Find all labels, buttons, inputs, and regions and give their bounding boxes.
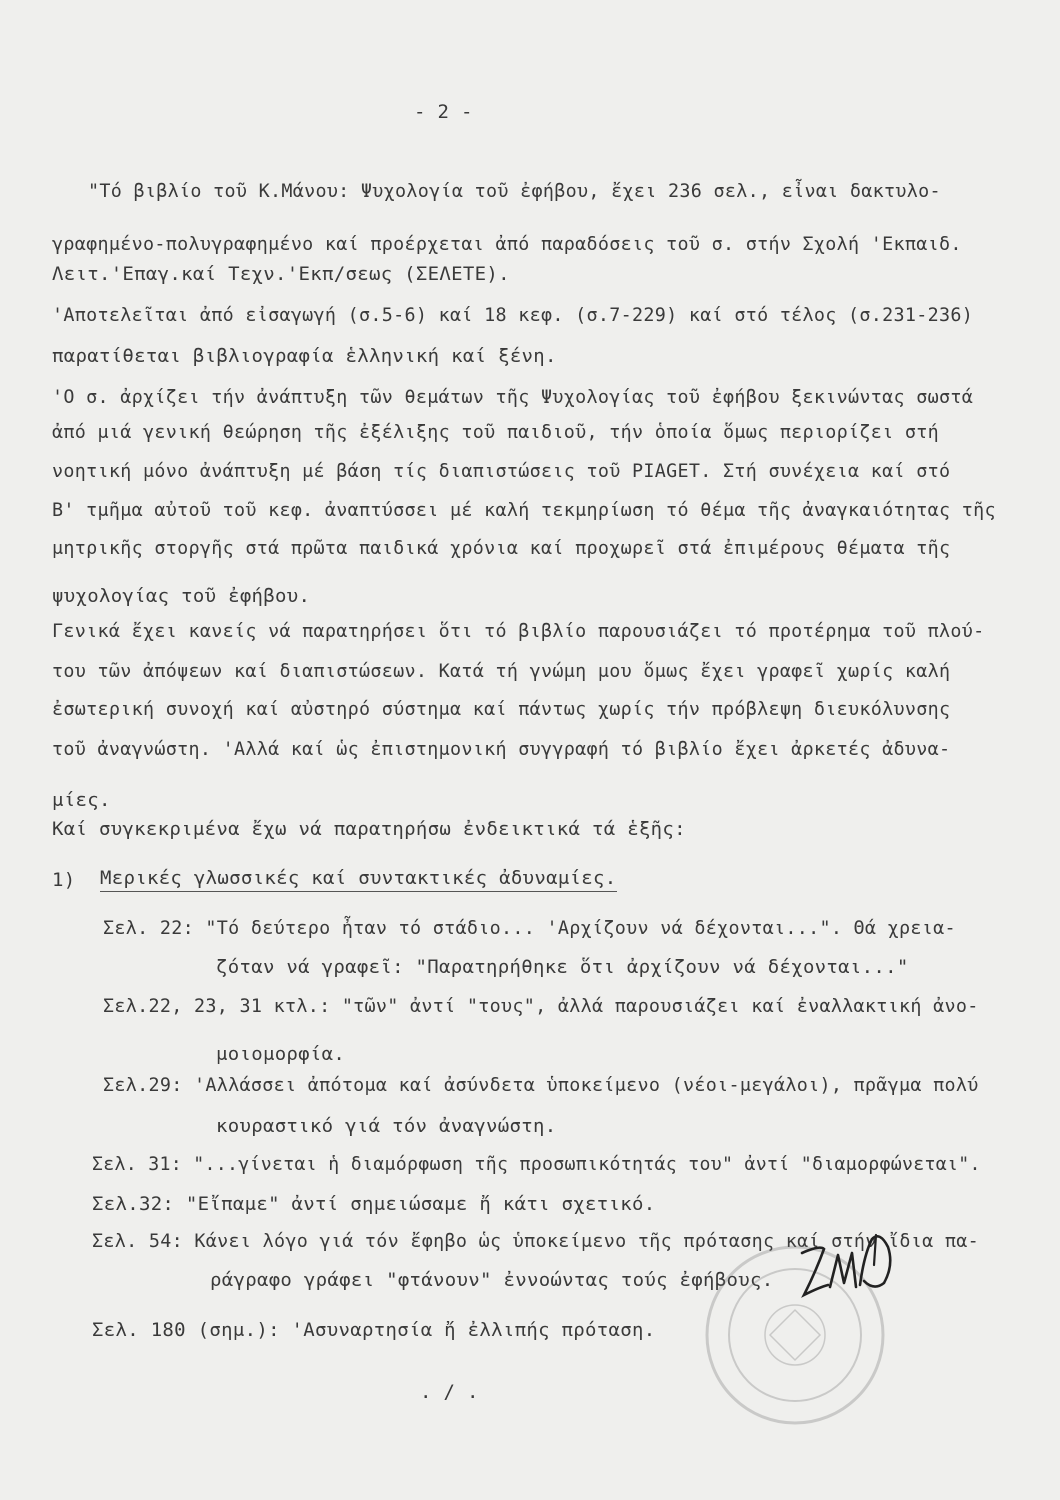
entry-line: μοιομορφία. — [216, 1043, 346, 1065]
body-line: μίες. — [52, 789, 111, 811]
body-line: ἐσωτερική συνοχή καί αὐστηρό σύστημα καί πάντως χωρίς τήν πρόβλεψη διευκόλυνσης — [52, 699, 951, 720]
entry-line: Σελ. 31: "...γίνεται ἡ διαμόρφωση τῆς προσωπικότητάς του" ἀντί "διαμορφώνεται". — [92, 1154, 981, 1175]
body-line: ἀπό μιά γενική θεώρηση τῆς ἐξέλιξης τοῦ παιδιοῦ, τήν ὁποία ὅμως περιορίζει στή — [52, 422, 940, 443]
entry-line: Σελ.32: "Εἴπαμε" ἀντί σημειώσαμε ἤ κάτι σχετικό. — [92, 1193, 656, 1215]
body-line: 'Ο σ. ἀρχίζει τήν ἀνάπτυξη τῶν θεμάτων τῆς Ψυχολογίας τοῦ ἐφήβου ξεκινώντας σωστά — [52, 387, 974, 408]
entry-line: Σελ.29: 'Αλλάσσει ἀπότομα καί ἀσύνδετα ὑποκείμενο (νέοι-μεγάλοι), πρᾶγμα πολύ — [103, 1075, 979, 1096]
handwritten-signature — [790, 1225, 910, 1320]
body-line: ψυχολογίας τοῦ ἐφήβου. — [52, 585, 311, 607]
section-title: Μερικές γλωσσικές καί συντακτικές ἀδυναμίες. — [100, 866, 617, 892]
body-line: 'Αποτελεῖται ἀπό εἰσαγωγή (σ.5-6) καί 18 κεφ. (σ.7-229) καί στό τέλος (σ.231-236) — [52, 305, 974, 326]
entry-line: κουραστικό γιά τόν ἀναγνώστη. — [216, 1115, 557, 1137]
entry-line: Σελ. 54: Κάνει λόγο γιά τόν ἔφηβο ὡς ὑποκείμενο τῆς πρότασης καί στήν ἴδια πα- — [92, 1231, 980, 1252]
entry-line: Σελ. 180 (σημ.): 'Ασυναρτησία ἤ ἐλλιπής πρόταση. — [92, 1319, 656, 1341]
body-line: Β' τμῆμα αὐτοῦ τοῦ κεφ. ἀναπτύσσει μέ καλή τεκμηρίωση τό θέμα τῆς ἀναγκαιότητας τῆς — [52, 500, 996, 521]
body-line: Γενικά ἔχει κανείς νά παρατηρήσει ὅτι τό βιβλίο παρουσιάζει τό προτέρημα τοῦ πλού- — [52, 621, 985, 642]
body-line: τοῦ ἀναγνώστη. 'Αλλά καί ὡς ἐπιστημονική συγγραφή τό βιβλίο ἔχει ἀρκετές ἀδυνα- — [52, 739, 951, 760]
body-line: "Τό βιβλίο τοῦ Κ.Μάνου: Ψυχολογία τοῦ ἐφήβου, ἔχει 236 σελ., εἶναι δακτυλο- — [88, 181, 941, 202]
body-line: νοητική μόνο ἀνάπτυξη μέ βάση τίς διαπιστώσεις τοῦ PIAGET. Στή συνέχεια καί στό — [52, 461, 951, 482]
body-line: μητρικῆς στοργῆς στά πρῶτα παιδικά χρόνια καί προχωρεῖ στά ἐπιμέρους θέματα τῆς — [52, 538, 951, 559]
section-number: 1) — [52, 869, 76, 891]
continuation-mark: . / . — [420, 1381, 479, 1403]
body-line: Καί συγκεκριμένα ἔχω νά παρατηρήσω ἐνδεικτικά τά ἑξῆς: — [52, 818, 686, 840]
entry-line: Σελ. 22: "Τό δεύτερο ἦταν τό στάδιο... 'Αρχίζουν νά δέχονται...". Θά χρεια- — [103, 918, 956, 939]
entry-line: ράγραφο γράφει "φτάνουν" ἐννοώντας τούς ἐφήβους. — [210, 1269, 774, 1291]
entry-line: Σελ.22, 23, 31 κτλ.: "τῶν" ἀντί "τους", ἀλλά παρουσιάζει καί ἐναλλακτική ἀνο- — [103, 996, 979, 1017]
entry-line: ζόταν νά γραφεῖ: "Παρατηρήθηκε ὅτι ἀρχίζουν νά δέχονται..." — [216, 956, 909, 978]
body-line: του τῶν ἀπόψεων καί διαπιστώσεων. Κατά τή γνώμη μου ὅμως ἔχει γραφεῖ χωρίς καλή — [52, 661, 951, 682]
body-line: Λειτ.'Επαγ.καί Τεχν.'Εκπ/σεως (ΣΕΛΕΤΕ). — [52, 263, 510, 285]
body-line: γραφημένο-πολυγραφημένο καί προέρχεται ἀπό παραδόσεις τοῦ σ. στήν Σχολή 'Εκπαιδ. — [52, 234, 962, 255]
page-number: - 2 - — [414, 101, 473, 123]
body-line: παρατίθεται βιβλιογραφία ἑλληνική καί ξένη. — [52, 345, 557, 367]
